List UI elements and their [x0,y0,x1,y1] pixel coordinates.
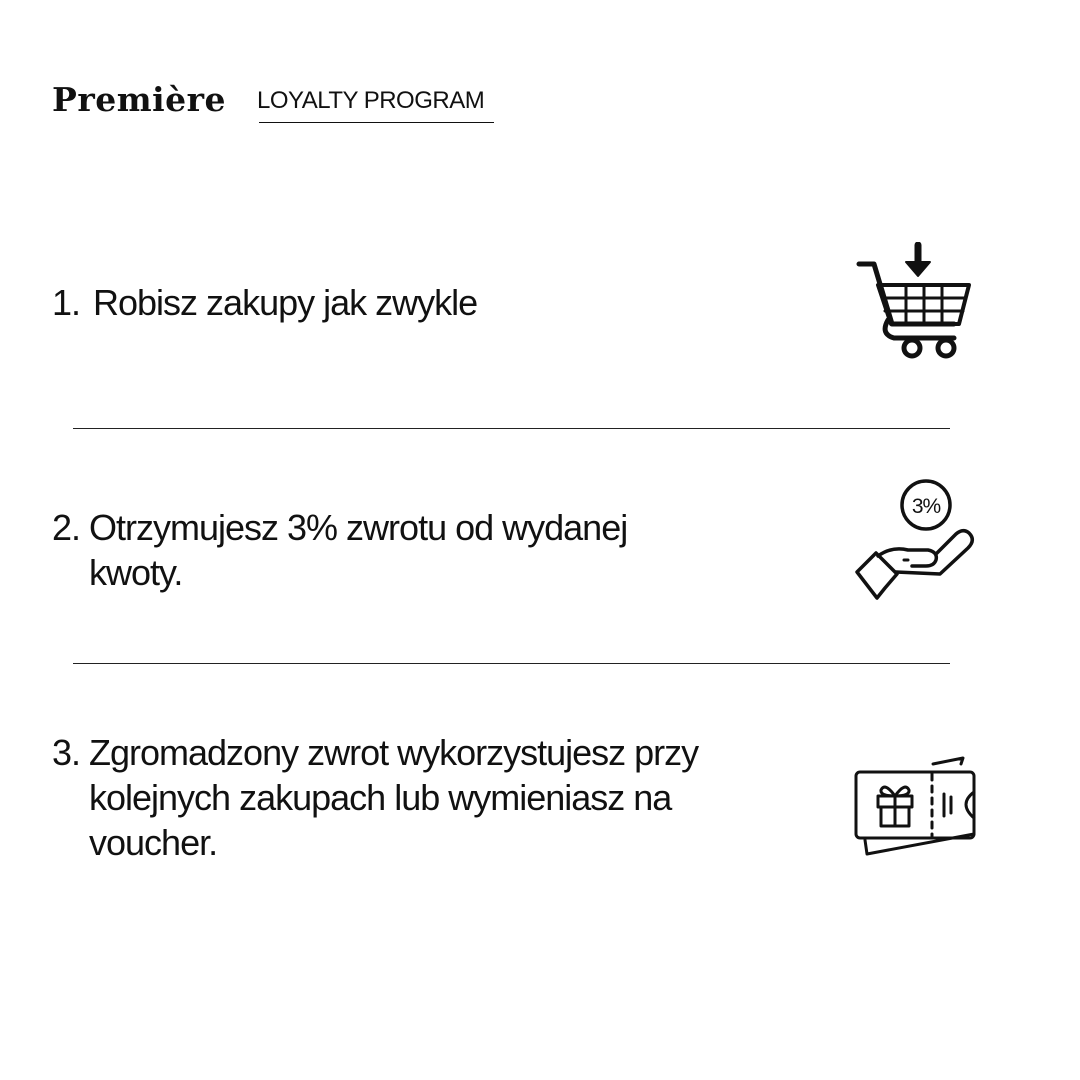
hand-percent-icon [850,478,980,603]
step-number: 2. [52,507,81,548]
program-title: LOYALTY PROGRAM [257,87,485,114]
divider [73,428,950,429]
program-title-underline [259,122,494,123]
shopping-cart-icon [850,242,975,362]
step-number: 3. [52,732,81,773]
percent-badge: 3% [911,495,941,518]
step-number: 1. [52,282,81,323]
step-text: Zgromadzony zwrot wykorzystujesz przy kolejnych zakupach lub wymieniasz na voucher. [89,732,699,863]
step-text: Otrzymujesz 3% zwrotu od wydanej kwoty. [89,507,628,593]
divider [73,663,950,664]
gift-voucher-icon [850,752,980,860]
brand-logo: Première [52,80,227,119]
step-text: Robisz zakupy jak zwykle [93,282,478,323]
